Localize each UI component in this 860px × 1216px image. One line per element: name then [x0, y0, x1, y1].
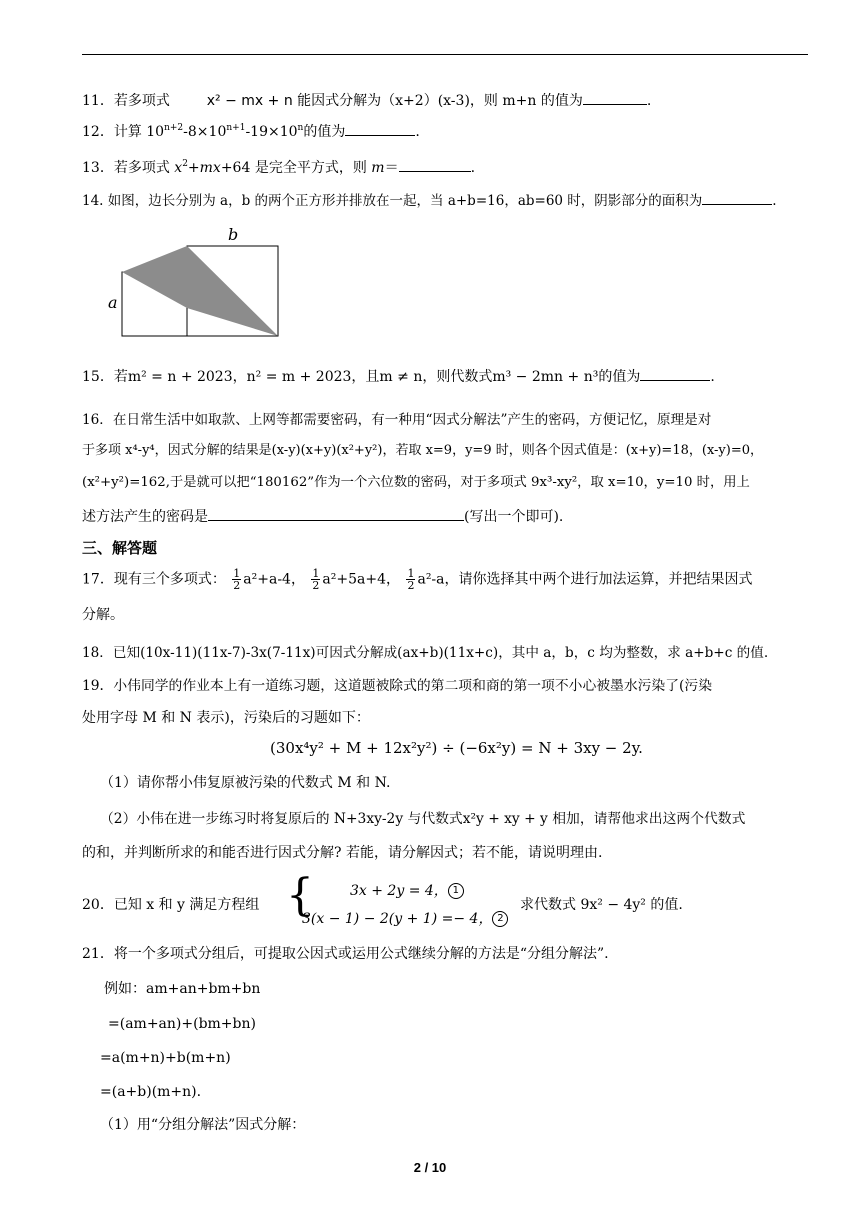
- q19-equation: (30x⁴y² + M + 12x²y²) ÷ (−6x²y) = N + 3xy − 2y.: [270, 739, 643, 757]
- squares-figure: [100, 222, 290, 342]
- q11-text-2: 能因式分解为（x+2）(x-3)，则 m+n 的值为: [297, 93, 583, 109]
- q21-line-1: 21．将一个多项式分组后，可提取公因式或运用公式继续分解的方法是“分组分解法”.: [82, 946, 609, 962]
- q20-eq-2: [302, 909, 508, 929]
- fraction-1: $\frac{1}{2}$: [233, 567, 241, 592]
- label-a: a: [108, 293, 118, 312]
- q21-example-3: =a(m+n)+b(m+n): [100, 1050, 231, 1066]
- q16-line-3: (x²+y²)=162,于是就可以把“180162”作为一个六位数的密码，对于多项式 9x³-xy²，取 x=10，y=10 时，用上: [82, 475, 750, 490]
- fraction-3: $\frac{1}{2}$: [407, 567, 415, 592]
- question-14: [82, 190, 777, 211]
- q16-text: 述方法产生的密码是: [82, 509, 208, 525]
- q20-text-2: 求代数式 9x² − 4y² 的值.: [520, 897, 683, 913]
- q12-exp-1: n+2: [164, 123, 184, 133]
- question-15: [82, 366, 715, 387]
- q16-line-4: [82, 506, 563, 527]
- answer-blank[interactable]: [702, 190, 772, 205]
- q13-plus: +: [187, 160, 200, 176]
- q17-poly-3: a²-a，请你选择其中两个进行加法运算，并把结果因式: [417, 571, 753, 588]
- q14-text: 14. 如图，边长分别为 a，b 的两个正方形并排放在一起，当 a+b=16，ab=60 时，阴影部分的面积为: [82, 193, 703, 209]
- q12-text-2: -8×10: [183, 124, 227, 140]
- q19-part-1: （1）请你帮小伟复原被污染的代数式 M 和 N.: [100, 775, 391, 791]
- answer-blank[interactable]: [583, 90, 647, 105]
- circled-number: 1: [448, 883, 464, 899]
- q16-text-2: (写出一个即可).: [464, 509, 564, 525]
- q13-text-2: +64 是完全平方式，则: [220, 160, 372, 176]
- q17-poly-2: a²+5a+4，: [322, 571, 401, 588]
- answer-blank[interactable]: [345, 121, 415, 136]
- header-rule: [82, 54, 808, 55]
- q17-poly-1: a²+a-4，: [243, 571, 305, 588]
- q12-text-3: -19×10: [245, 124, 298, 140]
- q20-eq-1-text: 3x + 2y = 4，: [350, 883, 448, 899]
- q13-eq: ＝: [384, 160, 399, 176]
- q19-line-1: 19．小伟同学的作业本上有一道练习题，这道题被除式的第二项和商的第一项不小心被墨水污染了(污染: [82, 678, 712, 694]
- q16-line-1: 16．在日常生活中如取款、上网等都需要密码，有一种用“因式分解法”产生的密码，方便记忆，原理是对: [82, 412, 712, 428]
- q12-number: 12．: [82, 124, 114, 140]
- q21-example-2: =(am+an)+(bm+bn): [108, 1016, 256, 1032]
- answer-blank[interactable]: [640, 366, 710, 381]
- question-18: 18．已知(10x-11)(11x-7)-3x(7-11x)可因式分解成(ax+b)(11x+c)，其中 a，b，c 均为整数，求 a+b+c 的值.: [82, 645, 769, 661]
- circled-number: 2: [492, 911, 508, 927]
- q19-part-2-cont: 的和，并判断所求的和能否进行因式分解? 若能，请分解因式；若不能，请说明理由.: [82, 845, 603, 861]
- question-11: [82, 90, 651, 111]
- q11-expression: x² − mx + n: [206, 93, 293, 109]
- question-13: [82, 157, 475, 178]
- q13-number: 13．: [82, 160, 114, 176]
- q15-end: .: [710, 369, 715, 385]
- question-17: [82, 568, 753, 591]
- q11-number: 11．: [82, 93, 114, 109]
- q11-end: .: [646, 93, 652, 109]
- answer-blank[interactable]: [399, 157, 471, 172]
- q15-number: 15．: [82, 369, 114, 385]
- shaded-region-2: [187, 246, 278, 336]
- q20-eq-2-text: 3(x − 1) − 2(y + 1) =− 4，: [302, 911, 493, 927]
- q13-text: 若多项式: [113, 160, 175, 176]
- q13-var-mx: mx: [199, 160, 221, 176]
- q20-eq-1: [350, 881, 464, 901]
- q11-text: 若多项式: [113, 93, 170, 109]
- q19-part-2: （2）小伟在进一步练习时将复原后的 N+3xy-2y 与代数式x²y + xy + y 相加，请帮他求出这两个代数式: [100, 811, 746, 827]
- shaded-region-1: [122, 246, 187, 308]
- q21-example-1: 例如：am+an+bm+bn: [104, 981, 261, 997]
- q12-exp-3: n: [297, 123, 304, 133]
- q19-line-2: 处用字母 M 和 N 表示)，污染后的习题如下：: [82, 710, 370, 726]
- q12-exp-2: n+1: [226, 123, 246, 133]
- q21-part-1: （1）用“分组分解法”因式分解：: [100, 1117, 306, 1133]
- q16-line-2: 于多项 x⁴-y⁴，因式分解的结果是(x-y)(x+y)(x²+y²)，若取 x=9，y=9 时，则各个因式值是：(x+y)=18，(x-y)=0，: [82, 443, 764, 458]
- fraction-2: $\frac{1}{2}$: [312, 567, 320, 592]
- q12-text-4: 的值为: [303, 124, 346, 140]
- q13-var-m: m: [371, 160, 385, 176]
- page-number: 2 / 10: [413, 1160, 447, 1175]
- q13-var-x: x: [174, 160, 183, 176]
- system-brace: {: [286, 870, 314, 921]
- q17-line-2: 分解。: [82, 607, 124, 623]
- q21-example-4: =(a+b)(m+n).: [100, 1084, 202, 1100]
- q17-text: 17．现有三个多项式：: [82, 571, 226, 588]
- q12-text: 计算 10: [113, 124, 165, 140]
- q20-text: 20．已知 x 和 y 满足方程组: [82, 897, 260, 913]
- q13-end: .: [470, 160, 476, 176]
- q12-end: .: [415, 124, 420, 140]
- label-b: b: [228, 225, 239, 244]
- q14-end: .: [772, 193, 777, 209]
- q15-text: 若m² = n + 2023，n² = m + 2023，且m ≠ n，则代数式m³ − 2mn + n³的值为: [113, 369, 641, 385]
- answer-blank[interactable]: [208, 506, 464, 521]
- question-12: [82, 121, 420, 142]
- q13-exp: 2: [182, 159, 188, 169]
- section-heading: 三、解答题: [82, 539, 158, 557]
